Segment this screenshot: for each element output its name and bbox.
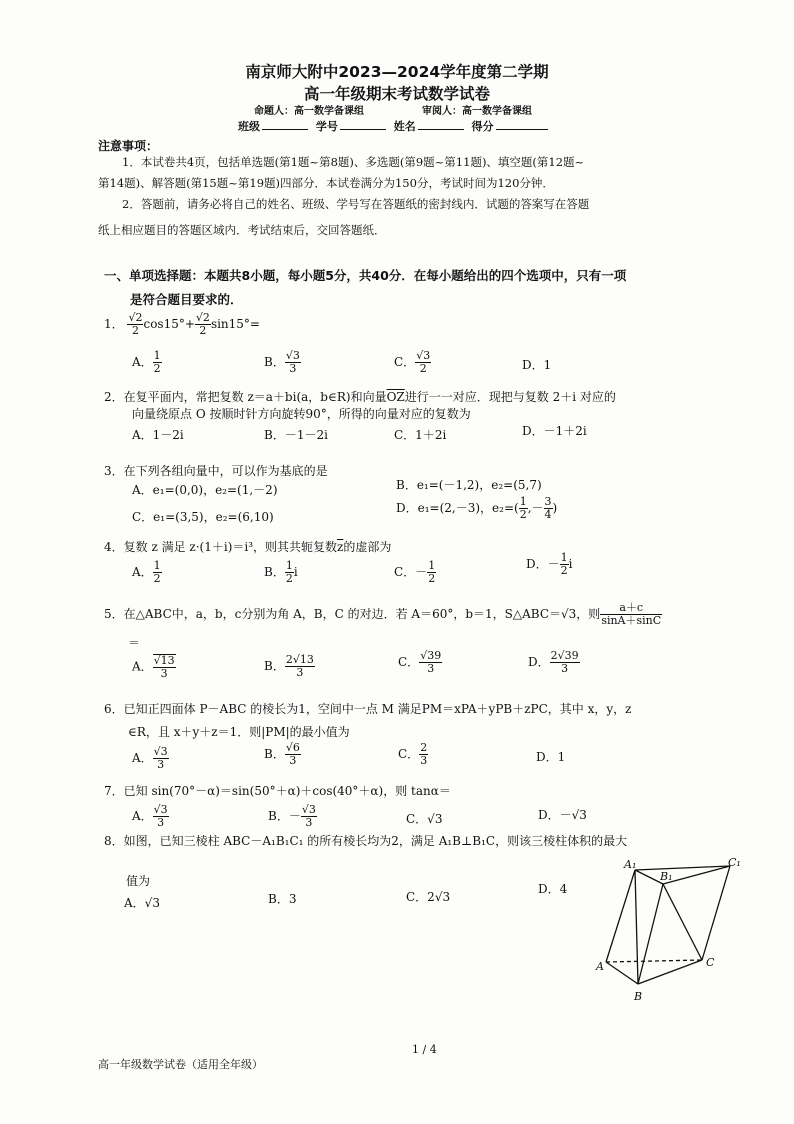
- q6-option-c: C． $\frac{2}{3}$: [398, 741, 428, 767]
- edge-aa1: [606, 870, 635, 962]
- edge-bc: [638, 960, 702, 984]
- notice-title: 注意事项：: [98, 139, 159, 153]
- setter: 命题人：高一数学备课组: [254, 106, 364, 117]
- edge-a1b1: [635, 870, 663, 884]
- question-3: 3．在下列各组向量中，可以作为基底的是: [104, 464, 328, 478]
- name-blank: [418, 119, 464, 130]
- conjugate-z: $\overline{z}$: [337, 540, 344, 554]
- class-label: 班级: [238, 120, 260, 133]
- label-a: A: [596, 960, 604, 973]
- question-8-line1: 8．如图，已知三棱柱 ABC－A₁B₁C₁ 的所有棱长均为2，满足 A₁B⊥B₁C，则该三棱柱体积的最大: [104, 834, 628, 848]
- student-info-row: [238, 118, 552, 134]
- q1-option-b: B． $\frac{√3}{3}$: [264, 349, 300, 375]
- question-2-line2: 向量绕原点 O 按顺时针方向旋转90°，所得的向量对应的复数为: [132, 407, 471, 421]
- student-no-blank: [340, 119, 386, 130]
- exam-title-line2: 高一年级期末考试数学试卷: [303, 85, 490, 103]
- edge-a1b: [635, 870, 638, 984]
- q7-option-c: C．√3: [406, 812, 443, 826]
- q4-option-b: B． $\frac{1}{2}$ i: [264, 559, 298, 585]
- question-2-line1: 2．在复平面内，常把复数 z＝a＋bi(a，b∈R)和向量$\overline{OZ}$进行一一对应．现把与复数 2＋i 对应的: [104, 390, 616, 404]
- label-c: C: [706, 956, 715, 969]
- edge-cc1: [702, 866, 730, 960]
- question-8-line2: 值为: [126, 874, 151, 888]
- q8-option-d: D．4: [538, 882, 568, 896]
- notice-item1-line1: 1．本试卷共4页，包括单选题(第1题~第8题)、多选题(第9题~第11题)、填空题(第12题~: [122, 155, 585, 169]
- student-no-label: 学号: [315, 120, 338, 133]
- q8-option-b: B．3: [268, 892, 297, 906]
- q6-option-b: B． $\frac{√6}{3}$: [264, 741, 300, 767]
- question-5-equals: ＝: [128, 636, 141, 650]
- fraction: $\frac{√2}{2}$: [128, 311, 143, 337]
- q5-option-b: B． $\frac{2√13}{3}$: [264, 653, 314, 679]
- q5-option-a: A． $\frac{√13}{3}$: [132, 654, 175, 680]
- q6-option-a: A． $\frac{√3}{3}$: [132, 745, 168, 771]
- notice-item1-line2: 第14题)、解答题(第15题~第19题)四部分．本试卷满分为150分，考试时间为120分钟．: [98, 176, 554, 190]
- q7-option-d: D．－√3: [538, 808, 587, 822]
- q2-option-b: B．－1－2i: [264, 428, 328, 442]
- question-6-line1: 6．已知正四面体 P－ABC 的棱长为1，空间中一点 M 满足PM＝xPA＋yPB＋zPC，其中 x，y，z: [104, 702, 632, 716]
- q1-option-d: D．1: [522, 358, 552, 372]
- question-number: 1．: [104, 317, 124, 331]
- edge-bb1: [638, 884, 663, 984]
- q1-option-c: C． $\frac{√3}{2}$: [394, 349, 431, 375]
- prism-figure: [588, 856, 748, 1008]
- vector-oz: $\overline{OZ}$: [386, 390, 405, 404]
- q3-option-a: A．e₁=(0,0)，e₂=(1,－2): [132, 483, 278, 497]
- fraction: $\frac{√2}{2}$: [195, 311, 210, 337]
- q3-option-d: D．e₁=(2,－3)，e₂=( $\frac{1}{2}$ ,－ $\frac{3}{4}$ ): [396, 495, 558, 521]
- q4-option-c: C．－ $\frac{1}{2}$: [394, 559, 436, 585]
- page-number: 1 / 4: [412, 1043, 437, 1056]
- edge-ab: [606, 962, 638, 984]
- q7-option-b: B．－ $\frac{√3}{3}$: [268, 803, 316, 829]
- q3-option-b: B．e₁=(－1,2)，e₂=(5,7): [396, 478, 542, 492]
- q6-option-d: D．1: [536, 750, 566, 764]
- reviewer: 审阅人：高一数学备课组: [422, 106, 532, 117]
- q4-option-a: A． $\frac{1}{2}$: [132, 559, 161, 585]
- q3-option-c: C．e₁=(3,5)，e₂=(6,10): [132, 510, 274, 524]
- section1-heading-line2: 是符合题目要求的．: [130, 292, 243, 307]
- score-blank: [496, 119, 548, 130]
- edge-ac-hidden: [606, 960, 702, 962]
- label-b1: B₁: [660, 870, 673, 883]
- question-5: 5．在△ABC中，a，b，c分别为角 A，B，C 的对边．若 A＝60°，b＝1，S△ABC＝√3，则 $\frac{a+c}{\sin A+\sin C}$: [104, 601, 662, 627]
- exam-title-line1: 南京师大附中2023—2024学年度第二学期: [245, 63, 549, 81]
- class-blank: [262, 119, 308, 130]
- q8-option-c: C．2√3: [406, 890, 451, 904]
- score-label: 得分: [471, 120, 494, 133]
- q2-option-c: C．1＋2i: [394, 428, 447, 442]
- edge-b1c: [663, 884, 702, 960]
- label-b: B: [634, 990, 643, 1003]
- notice-item2-line2: 纸上相应题目的答题区域内．考试结束后，交回答题纸．: [98, 223, 386, 237]
- question-6-line2: ∈R，且 x＋y＋z＝1．则|PM|的最小值为: [128, 725, 350, 739]
- name-label: 姓名: [393, 120, 416, 133]
- section1-heading-line1: 一、单项选择题：本题共8小题，每小题5分，共40分．在每小题给出的四个选项中，只有一项: [104, 268, 627, 283]
- fraction: $\frac{a+c}{\sin A+\sin C}$: [601, 601, 662, 627]
- q5-option-c: C． $\frac{√39}{3}$: [398, 649, 442, 675]
- q1-option-a: A． $\frac{1}{2}$: [132, 349, 161, 375]
- q8-option-a: A．√3: [124, 896, 160, 910]
- question-7: 7．已知 sin(70°－α)＝sin(50°＋α)＋cos(40°＋α)，则 tanα＝: [104, 784, 451, 798]
- q2-option-a: A．1－2i: [132, 428, 184, 442]
- label-c1: C₁: [728, 856, 741, 869]
- question-1: 1． $\frac{√2}{2}$ cos15°+ $\frac{√2}{2}$ sin15°=: [104, 311, 260, 337]
- footer-title: 高一年级数学试卷（适用全年级）: [98, 1058, 263, 1071]
- label-a1: A₁: [624, 858, 637, 871]
- q2-option-d: D．－1＋2i: [522, 424, 587, 438]
- question-4: 4．复数 z 满足 z·(1＋i)＝i³，则其共轭复数$\overline{z}$的虚部为: [104, 540, 392, 554]
- q7-option-a: A． $\frac{√3}{3}$: [132, 803, 168, 829]
- q4-option-d: D．－ $\frac{1}{2}$ i: [526, 551, 573, 577]
- q5-option-d: D． $\frac{2√39}{3}$: [528, 649, 579, 675]
- notice-item2-line1: 2．答题前，请务必将自己的姓名、班级、学号写在答题纸的密封线内．试题的答案写在答题: [122, 197, 590, 211]
